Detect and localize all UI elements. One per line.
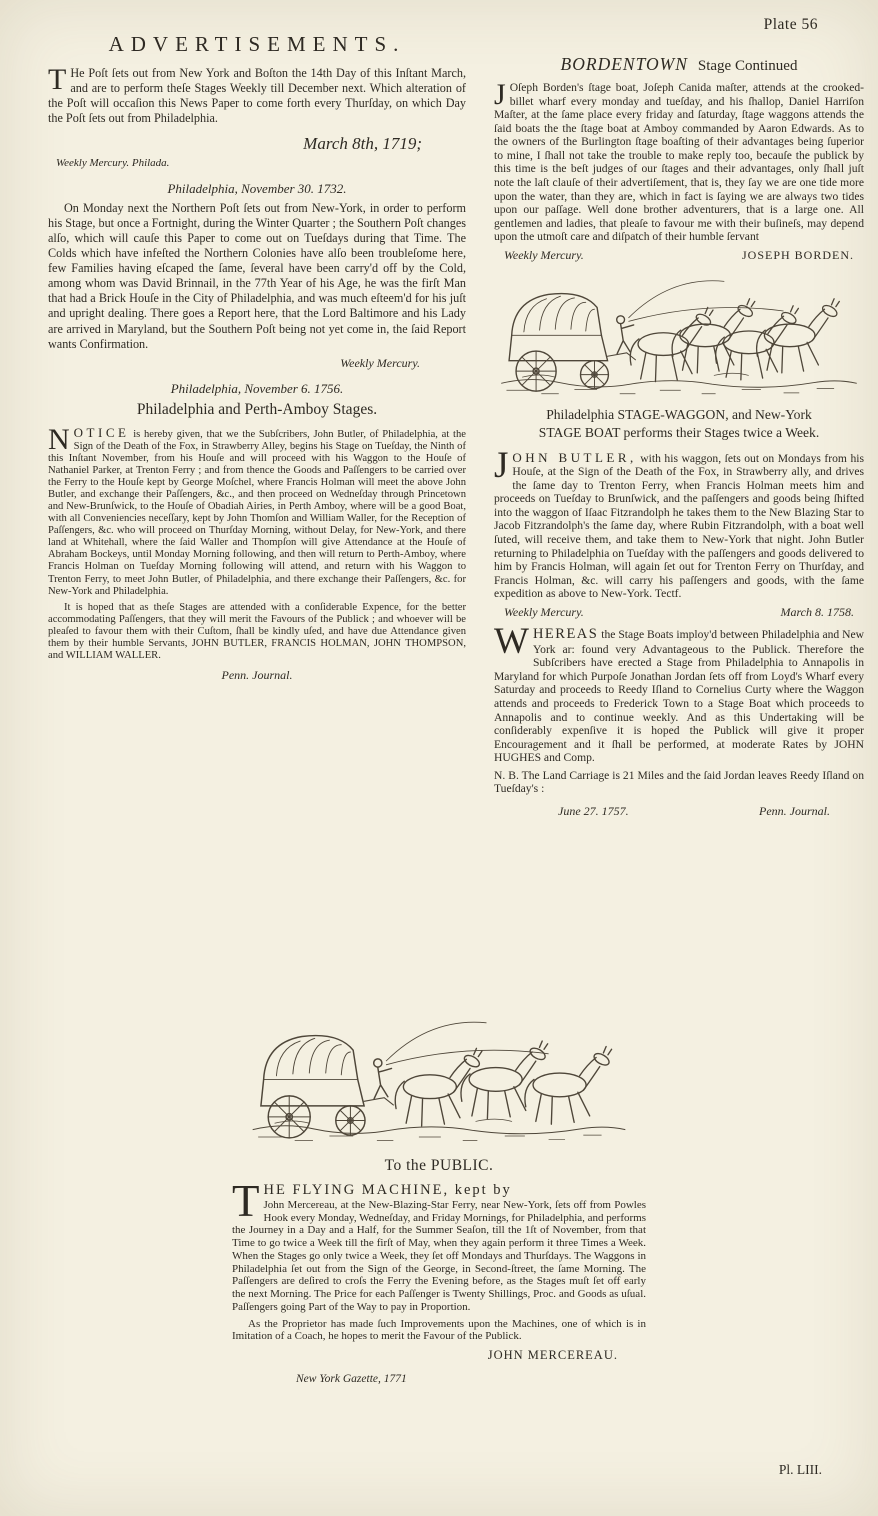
bottom-section [0, 1004, 878, 1393]
right-column [494, 54, 864, 819]
bordentown-text: Oſeph Borden's ſtage boat, Joſeph Canida maſter, attends at the crooked-billet wharf every monday and tueſday, and his ſhallop, Daniel Harriſon Maſter, at the ſame place every friday and ſaturday, ſtage waggons attends the ſaid boats the the ſtage boat at Amboy commanded by Aaron Edwards. As to the owners of the Burlington ſtage boaſting of their advantages being ſuperior to mine, I ſhall not take the trouble to make reply too, becauſe the publick by this time is the beſt judges of our ſtages and their advantages, only ſhall juſt note the laſt clauſe of their advertiſement, that is, they ſay we are one tide more upon the water, than they are, which in fact is ſaying we are always two tides upon our paſſage. Well done brother adventurers, that is a large one. All gentlemen and ladies, that pleaſe to favour me with their buſineſs, may depend upon the utmoſt care and diſpatch of their humble ſervant [494, 81, 864, 244]
dropcap-w: W [494, 620, 529, 662]
credit-penn-journal: Penn. Journal. [221, 667, 293, 682]
whereas-lead: HEREAS [532, 625, 599, 642]
dateline-1757: June 27. 1757. [558, 803, 629, 818]
advertisements-title: ADVERTISEMENTS. [108, 32, 406, 56]
signature-joseph-borden: JOSEPH BORDEN. [741, 247, 854, 262]
dateline-1758: March 8. 1758. [780, 604, 854, 619]
perth-amboy-heading: Philadelphia and Perth-Amboy Stages. [136, 400, 378, 418]
post-notice-paragraph [48, 63, 466, 127]
plate-number-bottom: Pl. LIII. [778, 1462, 822, 1477]
november-1732-text: On Monday next the Northern Poſt ſets out from New-York, in order to perform his Stage, but once a Fortnight, during the Winter Quarter ; the Southern Poſt changes alſo, which will cauſe this Paper to come out on Tueſdays during that Time. The Colds which have infeſted the Northern Colonies have alſo been troubleſome here, few Families having eſcaped the ſame, ſeveral have been carry'd off by the Cold, among whom was David Brinnail, in the 77th Year of his Age, he was the firſt Man that had a Brick Houſe in the City of Philadelphia, and was much eſteem'd for his juſt and upright dealing. There goes a Report here, that the Lord Baltimore and his Lady are arrived in Maryland, but the Southern Poſt being not yet come in, the ſaid Report wants Confirmation. [48, 200, 466, 351]
bordentown-credits [504, 248, 854, 263]
dropcap-j-butler: J [494, 444, 509, 486]
dropcap-j-borden: J [494, 78, 506, 111]
notice-lead: OTICE [73, 424, 130, 440]
dateline-1756: Philadelphia, November 6. 1756. [170, 380, 344, 396]
nota-bene-line: N. B. The Land Carriage is 21 Miles and the ſaid Jordan leaves Reedy Iſland on Tueſday's : [494, 768, 864, 796]
credit-weekly-mercury-2: Weekly Mercury. [504, 247, 584, 262]
stage-waggon-heading-line1: Philadelphia STAGE-WAGGON, and New-York [546, 406, 812, 422]
butler-text: with his waggon, ſets out on Mondays from his Houſe, at the Sign of the Death of the Fox, in Strawberry ally, and drives the ſame day to Trenton Ferry, when Francis Holman meets him and proceeds on Tueſday to Brunſwick, and the paſſengers and goods being ſhifted into the waggon of Iſaac Fitzrandolph he takes them to the New Blazing Star to Jacob Fitzrandolph's the ſame day, where Rubin Fitzrandolph, with a boat well ſuted, will receive them, and take them to New-York that night. John Butler returning to Philadelphia on Tueſday with the paſſengers and goods delivered to him by Francis Holman, will again ſet out for Trenton Ferry on Thurſday, and Francis Holman, &c. will carry his paſſengers and goods, with the ſame expedition as above to New-York. Tectf. [494, 451, 865, 601]
butler-lead: OHN BUTLER, [512, 449, 637, 465]
whereas-text: the Stage Boats imploy'd between Philadelphia and New York ar: found very Advantageous to the Publick. Therefore the Subſcribers have erected a Stage from Philadelphia to Annapolis in Maryland for which Purpoſe Jonathan Jordan ſets off from Loyd's Wharf every Saturday and proceeds to Reedy Iſland to Cornelius Curty where the Waggon attends and proceeds to Frederick Town to a Stage Boat which proceeds to Annapolis and to continue weekly. And as this Undertaking will be conſiderably expenſive it is hoped the Publick will give it proper Encouragement and it ſhall be performed, at moderate Rates by JOHN HUGHES and Comp. [494, 627, 864, 765]
whereas-paragraph [494, 620, 864, 765]
flying-machine-text: John Mercereau, at the New-Blazing-Star Ferry, near New-York, ſets off from Powles Hook every Monday, Wedneſday, and Friday Mornings, for Philadelphia, and performs the Journey in a Day and a Half, for the Summer Seaſon, till the 1ſt of November, from that Time to go twice a Week till the firſt of May, when they again perform it three Times a Week. When the Stages go only twice a Week, they ſet off Mondays and Thurſdays. The Waggons in Philadelphia ſet out from the Sign of the George, in Second-ſtreet, the ſame Morning. The Paſſengers are deſired to croſs the Ferry the Evening before, as the Stages muſt ſet off early the next Morning. The Price for each Paſſenger is Twenty Shillings, Proc. and Goods as uſual. Paſſengers going Part of the Way to pay in Proportion. [232, 1198, 646, 1313]
to-the-public-heading: To the PUBLIC. [384, 1157, 494, 1174]
flying-machine-lead: HE FLYING MACHINE, kept by [263, 1182, 512, 1198]
stage-waggon-heading-line2: STAGE BOAT performs their Stages twice a Week. [538, 424, 820, 440]
notice-text: is hereby given, that we the Subſcribers, John Butler, of Philadelphia, at the Sign of the Death of the Fox, in Strawberry Alley, begins his Stage on Tueſday, the Ninth of this Inſtant November, from his Houſe and will proceed with his Waggon to the Houſe of Nathaniel Parker, at Trenton Ferry ; and from thence the Goods and Paſſengers to be carried over the Ferry to the Houſe kept by George Moſchel, where Francis Holman will meet the above John Butler, and exchange their Paſſengers, &c., and then proceed on Wedneſday through Princetown and New-Brunſwick, to the Houſe of Obadiah Airies, in Perth Amboy, where will be a good Boat, with all Conveniencies neceſſary, kept by John Thomſon and William Waller, for the Reception of Paſſengers, &c. who will proceed on Thurſday Morning, without Delay, for New-York, and there land at Whitehall, where the ſaid Waller and Thompſon will give Attendance at the Houſe of Abraham Bockeys, until Monday Morning following, and then will return to Perth-Amboy, where Francis Holman on Tueſday Morning following will attend, and return with his Waggon to Trenton Ferry, to meet John Butler, of Philadelphia, and there exchange their Paſſengers, &c. for New-York and Philadelphia. [48, 428, 466, 597]
notice-text-2: It is hoped that as theſe Stages are attended with a conſiderable Expence, for the better accommodating Paſſengers, that they will merit the Favours of the Publick ; and whoever will be pleaſed to favour them with their Cuſtom, ſhall be kindly uſed, and have due Attendance given them by their humble Servants, JOHN BUTLER, FRANCIS HOLMAN, JOHN THOMPSON, and WILLIAM WALLER. [48, 601, 466, 661]
imprint-row [0, 1373, 878, 1393]
plate-number-top: Plate 56 [763, 16, 818, 33]
perth-amboy-notice-paragraph [48, 422, 466, 598]
credit-weekly-mercury-3: Weekly Mercury. [504, 604, 584, 619]
left-column [48, 32, 466, 683]
flying-machine-block [232, 1176, 646, 1363]
stage-waggon-heading [494, 406, 864, 442]
dropcap-n: N [48, 422, 70, 456]
stage-wagon-engraving-bottom [247, 1010, 631, 1147]
dateline-1719: March 8th, 1719; [303, 133, 422, 153]
flying-machine-text-2: As the Proprietor has made ſuch Improvements upon the Machines, one of which is in Imitation of a Coach, he hopes to merit the Favour of the Publick. [232, 1317, 646, 1343]
credit-weekly-mercury: Weekly Mercury. [340, 355, 420, 370]
credit-penn-journal-2: Penn. Journal. [759, 803, 830, 818]
john-butler-paragraph [494, 444, 865, 601]
bordentown-heading-italic: BORDENTOWN [560, 54, 688, 74]
bordentown-paragraph [494, 78, 864, 244]
dateline-1732: Philadelphia, November 30. 1732. [167, 180, 347, 196]
source-imprint: New York Gazette, 1771 [296, 1373, 407, 1386]
bordentown-heading [494, 54, 864, 75]
credit-weekly-mercury-philada: Weekly Mercury. Philada. [56, 156, 170, 169]
bordentown-heading-roman: Stage Continued [697, 58, 798, 74]
whereas-credits [558, 804, 830, 819]
butler-credits [504, 605, 854, 620]
post-notice-text: He Poſt ſets out from New York and Boſton the 14th Day of this Inſtant March, and are to perform theſe Stages Weekly till December next. Which alteration of the Poſt will occaſion this News Paper to come forth every Thurſday, on which Day the Poſt ſets out from Philadelphia. [48, 66, 466, 126]
dropcap-t-flying: T [232, 1176, 260, 1226]
flying-machine-paragraph [232, 1176, 646, 1314]
dropcap-t: T [48, 63, 67, 96]
signature-john-mercereau: JOHN MERCEREAU. [487, 1348, 618, 1363]
stage-wagon-engraving-top [496, 269, 862, 400]
